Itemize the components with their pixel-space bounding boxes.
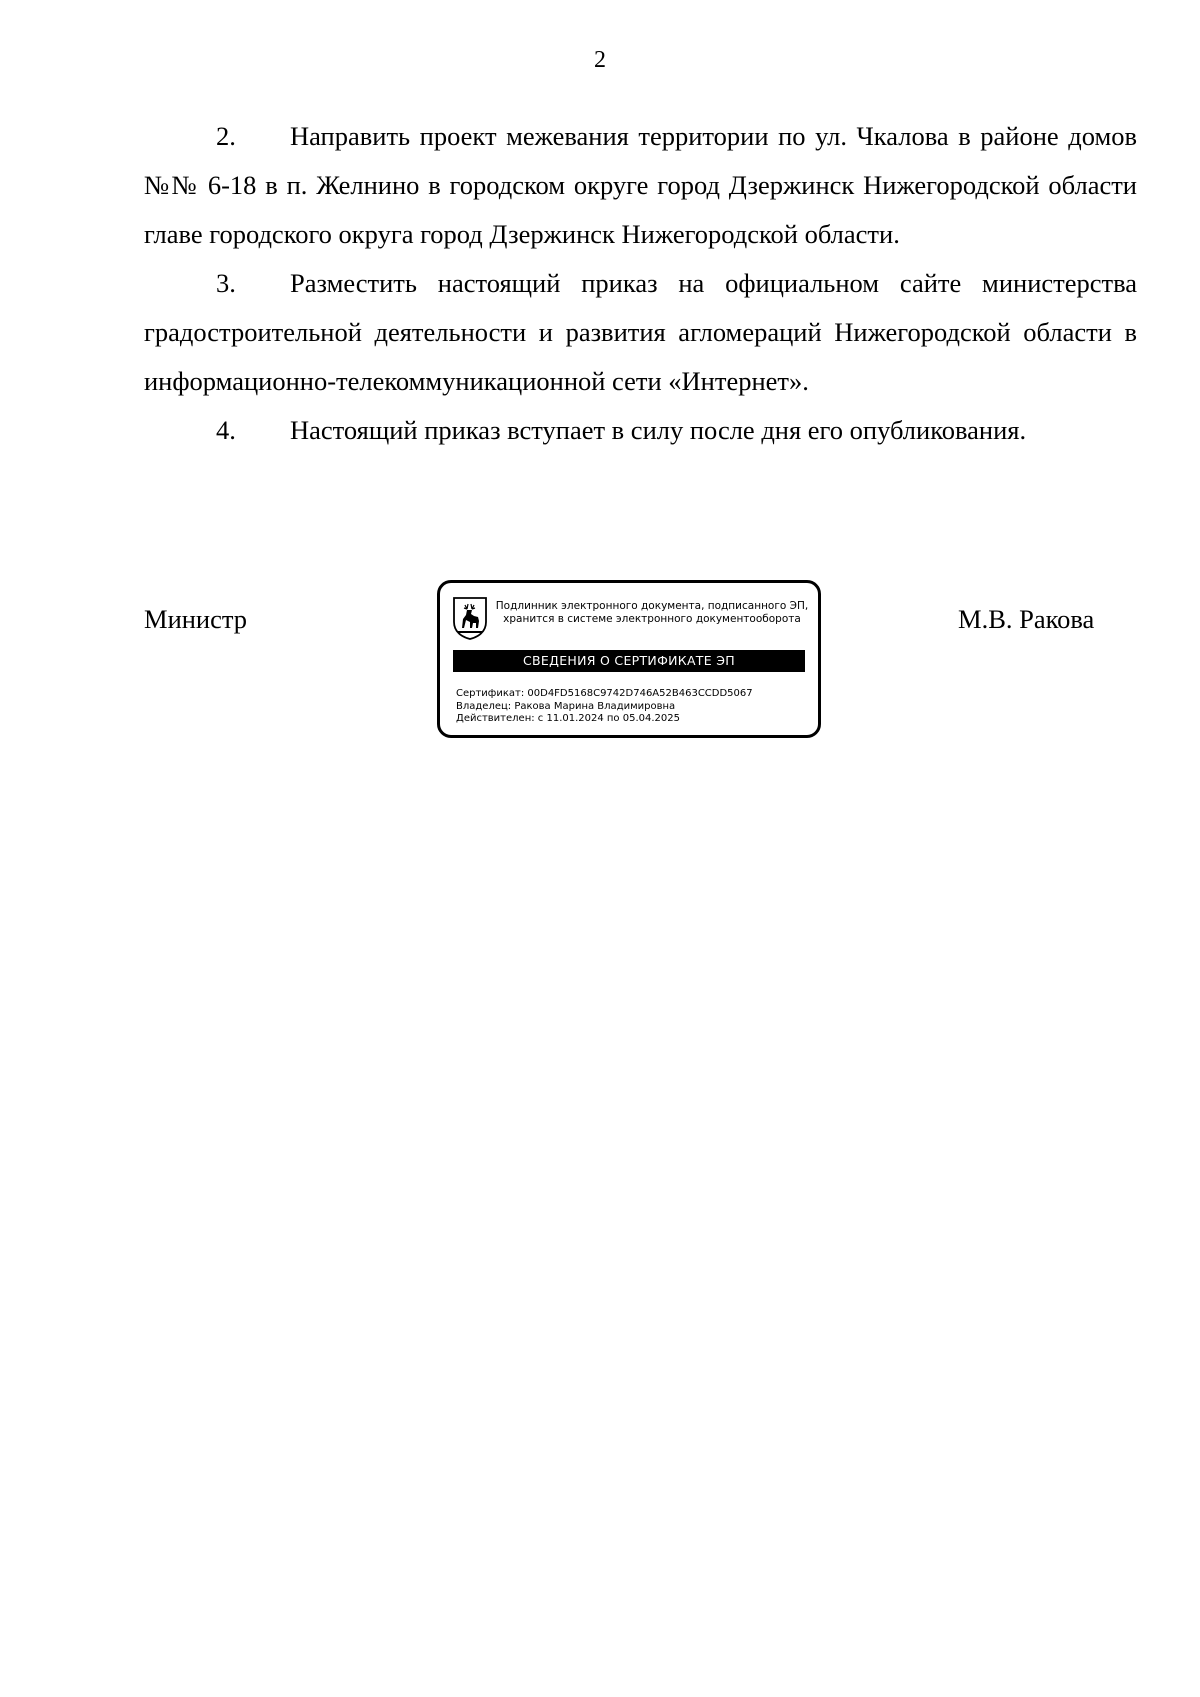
paragraph-number: 2.	[216, 121, 236, 151]
page-number: 2	[594, 47, 606, 73]
certificate-details	[456, 688, 816, 726]
paragraph-number: 4.	[216, 415, 236, 445]
paragraph-text: Направить проект межевания территории по ул. Чкалова в районе домов №№ 6-18 в п. Желнино в городском округе город Дзержинск Нижегородской области главе городского округа город Дзержинск Нижегородской области.	[144, 121, 1137, 249]
paragraph-4	[144, 406, 1137, 455]
signature-block	[0, 580, 1200, 740]
paragraph-text: Настоящий приказ вступает в силу после дня его опубликования.	[290, 415, 1027, 445]
signer-position: Министр	[144, 604, 248, 634]
stamp-header-line: Подлинник электронного документа, подписанного ЭП,	[495, 600, 809, 612]
certificate-validity: Действителен: с 11.01.2024 по 05.04.2025	[456, 713, 680, 724]
paragraph-text: Разместить настоящий приказ на официальном сайте министерства градостроительной деятельности и развития агломераций Нижегородской области в информационно-телекоммуникационной сети «Интернет».	[144, 268, 1137, 396]
certificate-owner: Владелец: Ракова Марина Владимировна	[456, 700, 676, 712]
document-body	[144, 112, 1137, 455]
stamp-header	[492, 600, 812, 626]
certificate-info-bar: СВЕДЕНИЯ О СЕРТИФИКАТЕ ЭП	[453, 650, 805, 672]
paragraph-3	[144, 259, 1137, 406]
electronic-signature-stamp	[437, 580, 821, 738]
certificate-number: Сертификат: 00D4FD5168C9742D746A52B463CCDD5067	[456, 688, 753, 699]
paragraph-number: 3.	[216, 268, 236, 298]
stamp-header-line: хранится в системе электронного документооборота	[503, 613, 801, 625]
paragraph-2	[144, 112, 1137, 259]
signer-name: М.В. Ракова	[958, 604, 1095, 634]
deer-coat-of-arms-icon	[452, 596, 488, 640]
